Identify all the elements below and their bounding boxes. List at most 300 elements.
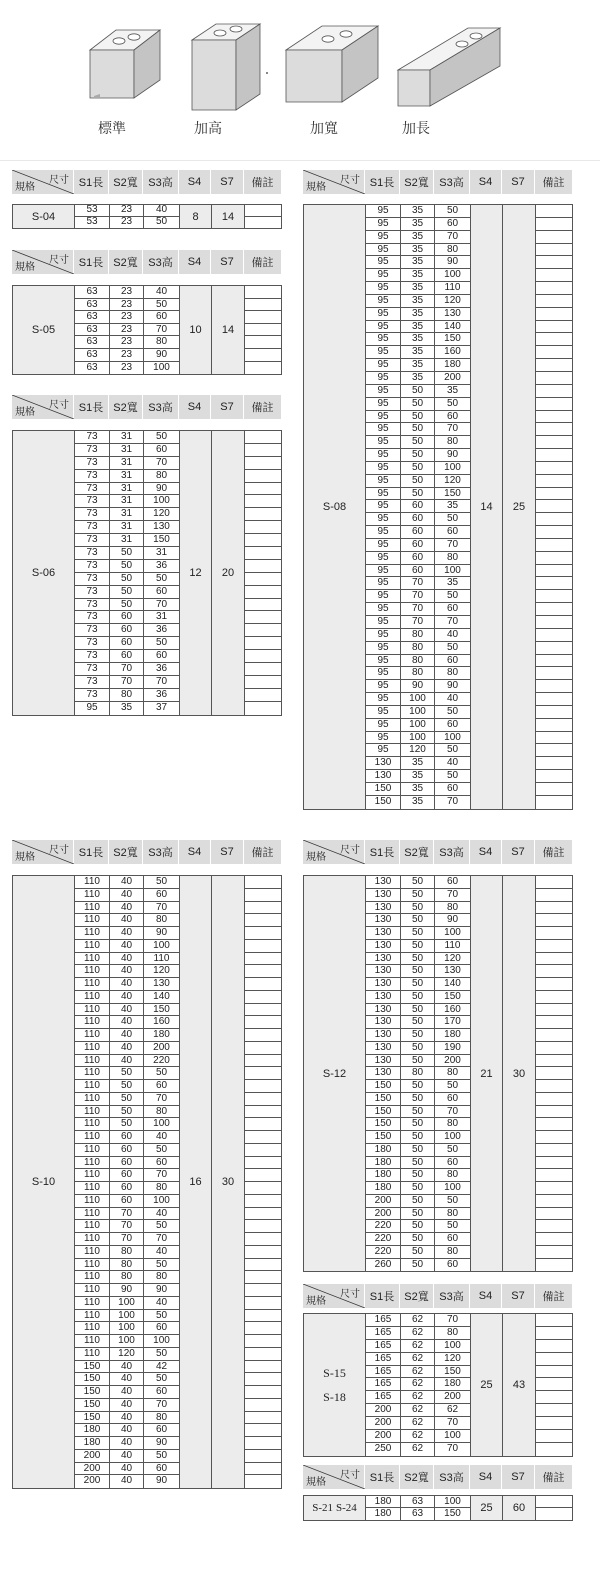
s2-cell: 40 [110,1004,144,1017]
spec-label: S-15 [323,1365,346,1380]
s1-cell: 95 [366,475,401,488]
table-row [75,534,180,547]
s2-cell: 50 [401,978,435,991]
tall-label: 加高 [194,120,222,136]
s1-cell: 95 [366,642,401,655]
s1-cell: 130 [366,770,401,783]
table-row [75,470,180,483]
s7-cell: 14 [212,205,245,228]
s2-cell: 35 [401,269,435,282]
s2-cell: 40 [110,1475,144,1488]
remark-cell [536,1391,572,1404]
s3-cell: 90 [144,927,180,940]
s3-cell: 50 [144,1220,180,1233]
table-row [366,321,471,334]
s3-cell: 100 [435,1496,471,1508]
s2-cell: 62 [401,1327,435,1340]
table-row [366,719,471,732]
header-col-4: S7 [502,840,535,864]
s3-cell: 70 [144,1093,180,1106]
s3-cell: 70 [435,539,471,552]
s1-cell: 95 [366,256,401,269]
table-row [366,475,471,488]
s2-cell: 23 [110,217,144,229]
s3-cell: 80 [144,1412,180,1425]
spec-cell: S-06 [13,431,75,715]
remark-cell [536,1195,572,1208]
s2-cell: 35 [401,244,435,257]
s1-cell: 165 [366,1378,401,1391]
table-row [75,560,180,573]
s3-cell: 31 [144,547,180,560]
s1-cell: 95 [366,629,401,642]
spec-label-2: S-24 [336,1502,357,1514]
s3-cell: 80 [435,1208,471,1221]
s3-cell: 90 [144,1475,180,1488]
remark-cell [536,449,572,462]
s3-cell: 80 [435,902,471,915]
s2-cell: 60 [110,1195,144,1208]
header-col-4: S7 [211,395,244,419]
s2-cell: 50 [401,1195,435,1208]
remark-cell [245,914,281,927]
s1-cell: 73 [75,534,110,547]
table-row [366,513,471,526]
s1-cell: 200 [366,1404,401,1417]
s1-cell: 165 [366,1353,401,1366]
long-block-image [394,10,504,110]
s3-cell: 200 [144,1042,180,1055]
s2-cell: 40 [110,991,144,1004]
s3-cell: 60 [435,1259,471,1272]
s2-cell: 80 [110,1246,144,1259]
s2-cell: 62 [401,1443,435,1456]
s3-cell: 50 [435,513,471,526]
s2-cell: 60 [110,1144,144,1157]
table-s04 [12,170,282,194]
s2-cell: 50 [401,475,435,488]
s3-cell: 170 [435,1016,471,1029]
s4-cell: 8 [180,205,212,228]
table-row [366,590,471,603]
s3-cell: 60 [435,719,471,732]
table-row [366,359,471,372]
s2-cell: 23 [110,324,144,337]
table-row [75,902,180,915]
spec-cell: S-10 [13,876,75,1488]
table-row [75,1348,180,1361]
remark-cell [536,1314,572,1327]
s2-cell: 50 [110,1067,144,1080]
s1-cell: 95 [366,436,401,449]
s1-cell: 95 [366,449,401,462]
s3-cell: 120 [435,475,471,488]
remark-cell [536,655,572,668]
s3-cell: 60 [435,783,471,796]
table-row [75,495,180,508]
table-row [366,1131,471,1144]
remark-cell [536,1366,572,1379]
s2-cell: 40 [110,1016,144,1029]
table-row [366,1220,471,1233]
s2-cell: 50 [401,965,435,978]
s1-cell: 150 [366,1118,401,1131]
s2-cell: 40 [110,1029,144,1042]
remark-cell [245,1348,281,1361]
s1-cell: 73 [75,560,110,573]
remark-cell [245,624,281,637]
s2-cell: 70 [110,1220,144,1233]
table-row [75,1118,180,1131]
s1-cell: 95 [366,269,401,282]
s2-cell: 50 [401,1029,435,1042]
s3-cell: 120 [435,1353,471,1366]
header-col-3: S4 [179,250,211,274]
table-row [75,299,180,312]
s1-cell: 73 [75,611,110,624]
s1-cell: 110 [75,1297,110,1310]
table-row [366,308,471,321]
s3-cell: 70 [144,902,180,915]
dimension-rows [75,431,180,715]
s2-cell: 50 [401,902,435,915]
s1-cell: 63 [75,362,110,375]
s1-cell: 110 [75,1016,110,1029]
remark-cell [245,1157,281,1170]
remark-cell [536,475,572,488]
s3-cell: 190 [435,1042,471,1055]
s1-cell: 95 [366,526,401,539]
remark-cell [536,1246,572,1259]
remarks-column [245,286,281,374]
s1-cell: 130 [366,876,401,889]
s2-cell: 35 [110,702,144,715]
s3-cell: 80 [144,1182,180,1195]
s2-cell: 50 [110,547,144,560]
table-row [366,1169,471,1182]
s3-cell: 140 [435,978,471,991]
remark-cell [245,1386,281,1399]
s2-cell: 62 [401,1404,435,1417]
header-spec-label: 規格 [306,1296,326,1307]
s3-cell: 70 [144,599,180,612]
table-row [75,914,180,927]
s2-cell: 23 [110,299,144,312]
table-row [366,1246,471,1259]
s2-cell: 50 [401,411,435,424]
s2-cell: 60 [401,513,435,526]
s2-cell: 31 [110,521,144,534]
remark-cell [536,889,572,902]
remark-cell [245,689,281,702]
s1-cell: 73 [75,573,110,586]
s2-cell: 62 [401,1314,435,1327]
s3-cell: 70 [144,1169,180,1182]
s2-cell: 80 [401,642,435,655]
remark-cell [536,1055,572,1068]
table-row [366,1508,471,1520]
header-col-1: S2寬 [109,395,143,419]
s1-cell: 110 [75,1195,110,1208]
s3-cell: 80 [144,1106,180,1119]
header-spec-label: 規格 [306,182,326,193]
remark-cell [536,940,572,953]
s1-cell: 110 [75,1169,110,1182]
s2-cell: 80 [110,689,144,702]
s3-cell: 36 [144,624,180,637]
s3-cell: 100 [144,940,180,953]
header-col-2: S3高 [143,840,179,864]
s3-cell: 110 [435,940,471,953]
s3-cell: 60 [144,650,180,663]
s1-cell: 150 [75,1399,110,1412]
s2-cell: 40 [110,902,144,915]
s3-cell: 60 [435,1093,471,1106]
s2-cell: 60 [110,1182,144,1195]
remark-cell [536,269,572,282]
table-row [366,565,471,578]
s2-cell: 35 [401,231,435,244]
s2-cell: 50 [401,1004,435,1017]
table-row [75,978,180,991]
remark-cell [536,526,572,539]
s1-cell: 110 [75,1220,110,1233]
table-row [366,902,471,915]
s3-cell: 40 [435,757,471,770]
remark-cell [536,991,572,1004]
s3-cell: 70 [435,1417,471,1430]
s3-cell: 160 [144,1016,180,1029]
s3-cell: 180 [435,1029,471,1042]
header-col-1: S2寬 [109,170,143,194]
table-row [366,1208,471,1221]
s2-cell: 63 [401,1496,435,1508]
s1-cell: 110 [75,1144,110,1157]
s2-cell: 60 [110,637,144,650]
remark-cell [245,299,281,312]
header-col-4: S7 [502,170,535,194]
table-row [366,1233,471,1246]
table-row [366,603,471,616]
remark-cell [536,552,572,565]
s3-cell: 80 [435,1118,471,1131]
header-col-1: S2寬 [109,840,143,864]
spec-cell: S-05 [13,286,75,374]
s1-cell: 73 [75,637,110,650]
s1-cell: 95 [366,616,401,629]
s1-cell: 95 [366,603,401,616]
s3-cell: 80 [435,436,471,449]
remark-cell [245,902,281,915]
s2-cell: 35 [401,783,435,796]
s3-cell: 70 [144,457,180,470]
s2-cell: 70 [110,676,144,689]
header-col-0: S1長 [365,840,400,864]
s3-cell: 70 [144,1233,180,1246]
s2-cell: 35 [401,218,435,231]
s3-cell: 50 [435,770,471,783]
s3-cell: 60 [144,1386,180,1399]
s3-cell: 90 [435,256,471,269]
s1-cell: 130 [366,757,401,770]
table-row [75,1182,180,1195]
table-row [366,526,471,539]
remark-cell [536,1220,572,1233]
table-row [366,978,471,991]
s1-cell: 110 [75,1106,110,1119]
table-row [75,1361,180,1374]
s3-cell: 36 [144,663,180,676]
s3-cell: 80 [435,552,471,565]
s2-cell: 23 [110,336,144,349]
table-row [75,1016,180,1029]
table-row [366,231,471,244]
remarks-column [536,205,572,809]
s2-cell: 31 [110,534,144,547]
s1-cell: 150 [366,783,401,796]
s2-cell: 40 [110,1424,144,1437]
table-row [366,940,471,953]
header-col-1: S2寬 [400,170,434,194]
header-spec-label: 規格 [15,407,35,418]
s1-cell: 95 [366,565,401,578]
s1-cell: 95 [366,667,401,680]
s3-cell: 100 [144,1195,180,1208]
header-spec-label: 規格 [306,852,326,863]
remark-cell [245,470,281,483]
s2-cell: 31 [110,457,144,470]
remark-cell [245,573,281,586]
table-row [75,1106,180,1119]
table-row [75,1463,180,1476]
s1-cell: 130 [366,914,401,927]
table-row [75,586,180,599]
s3-cell: 100 [435,1182,471,1195]
s2-cell: 50 [401,1220,435,1233]
table-row [366,1067,471,1080]
s1-cell: 95 [366,590,401,603]
s1-cell: 150 [366,796,401,809]
s2-cell: 50 [401,1157,435,1170]
remark-cell [245,599,281,612]
remark-cell [536,411,572,424]
table-row [366,680,471,693]
s2-cell: 100 [110,1335,144,1348]
s2-cell: 50 [401,1016,435,1029]
s2-cell: 50 [401,953,435,966]
s1-cell: 95 [366,719,401,732]
s2-cell: 50 [401,876,435,889]
s2-cell: 120 [110,1348,144,1361]
header-col-2: S3高 [143,395,179,419]
s3-cell: 60 [144,1080,180,1093]
table-row [366,642,471,655]
remark-cell [536,1144,572,1157]
s1-cell: 110 [75,978,110,991]
table-row [75,1259,180,1272]
s2-cell: 80 [401,1067,435,1080]
s1-cell: 110 [75,1310,110,1323]
s1-cell: 95 [366,205,401,218]
s2-cell: 70 [110,663,144,676]
s2-cell: 50 [110,1080,144,1093]
table-row [75,521,180,534]
table-row [75,1144,180,1157]
s3-cell: 180 [435,1378,471,1391]
s7-cell: 25 [503,205,536,809]
s3-cell: 100 [435,565,471,578]
remark-cell [245,1004,281,1017]
remark-cell [245,1080,281,1093]
table-row [366,783,471,796]
s3-cell: 50 [435,205,471,218]
s3-cell: 150 [435,488,471,501]
s2-cell: 40 [110,914,144,927]
table-row [75,965,180,978]
s7-cell: 43 [503,1314,536,1456]
s2-cell: 50 [401,1042,435,1055]
s3-cell: 70 [435,616,471,629]
s3-cell: 40 [435,693,471,706]
s3-cell: 50 [144,431,180,444]
s3-cell: 50 [144,1144,180,1157]
header-size-label: 尺寸 [340,845,360,856]
table-row [366,693,471,706]
s3-cell: 60 [435,218,471,231]
table-row [366,655,471,668]
s3-cell: 62 [435,1404,471,1417]
s3-cell: 50 [144,1450,180,1463]
s3-cell: 50 [144,1310,180,1323]
table-row [75,1475,180,1488]
s2-cell: 60 [110,1169,144,1182]
table-row [366,796,471,809]
remark-cell [245,927,281,940]
s3-cell: 40 [144,1246,180,1259]
s1-cell: 200 [366,1417,401,1430]
remark-cell [536,978,572,991]
header-diagonal-cell [303,1284,365,1308]
header-col-2: S3高 [143,250,179,274]
s1-cell: 110 [75,1246,110,1259]
remark-cell [536,616,572,629]
remark-cell [245,483,281,496]
s2-cell: 40 [110,1361,144,1374]
remark-cell [536,590,572,603]
s2-cell: 50 [110,1106,144,1119]
table-row [75,624,180,637]
table-row [75,1399,180,1412]
s2-cell: 35 [401,282,435,295]
s1-cell: 180 [366,1144,401,1157]
table-header [12,170,282,194]
remark-cell [536,1016,572,1029]
s2-cell: 100 [401,719,435,732]
s1-cell: 130 [366,953,401,966]
s3-cell: 120 [144,965,180,978]
s1-cell: 110 [75,902,110,915]
s2-cell: 40 [110,1386,144,1399]
s1-cell: 150 [366,1106,401,1119]
remark-cell [245,324,281,337]
header-col-1: S2寬 [400,840,434,864]
remark-cell [245,1284,281,1297]
remark-cell [536,372,572,385]
s3-cell: 130 [435,308,471,321]
remark-cell [245,1169,281,1182]
s2-cell: 40 [110,1437,144,1450]
table-row [366,1404,471,1417]
